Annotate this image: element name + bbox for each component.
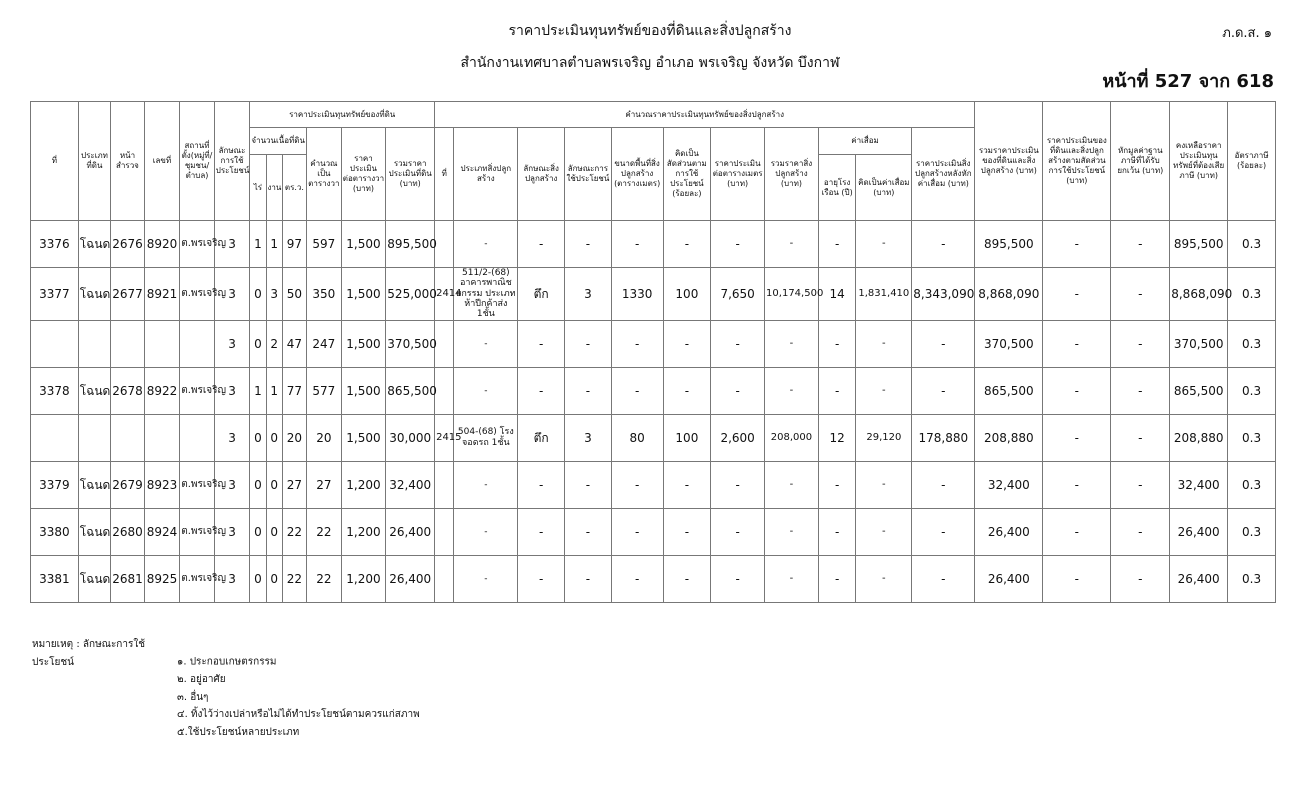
- col-building-char: ลักษณะสิ่งปลูกสร้าง: [518, 128, 565, 221]
- cell-rai: 1: [250, 221, 266, 268]
- cell-use: 3: [214, 367, 250, 414]
- cell-buse: -: [565, 461, 612, 508]
- cell-bpsqm: -: [711, 555, 765, 602]
- cell-no: 3379: [31, 461, 79, 508]
- cell-use: 3: [214, 268, 250, 321]
- cell-ngan: 1: [266, 221, 282, 268]
- col-deduct: หักมูลค่าฐานภาษีที่ได้รับยกเว้น (บาท): [1111, 102, 1170, 221]
- cell-bpsqm: 7,650: [711, 268, 765, 321]
- cell-bage: -: [818, 320, 856, 367]
- cell-ppw: 1,500: [341, 221, 386, 268]
- cell-sum: 208,880: [975, 414, 1043, 461]
- cell-bnet: -: [912, 555, 975, 602]
- table-row: [31, 461, 1276, 508]
- cell-bchar: -: [518, 320, 565, 367]
- cell-deduct: -: [1111, 508, 1170, 555]
- cell-use: 3: [214, 414, 250, 461]
- cell-bpsqm: 2,600: [711, 414, 765, 461]
- cell-loc: ต.พรเจริญ: [180, 367, 215, 414]
- cell-loc: ต.พรเจริญ: [180, 268, 215, 321]
- cell-loc: [180, 414, 215, 461]
- cell-sqwa: 597: [307, 221, 342, 268]
- cell-land: 26,400: [386, 508, 435, 555]
- cell-sum: 32,400: [975, 461, 1043, 508]
- cell-bpct: -: [663, 508, 711, 555]
- cell-use: 3: [214, 221, 250, 268]
- col-page-survey: หน้าสำรวจ: [111, 102, 145, 221]
- cell-loc: ต.พรเจริญ: [180, 461, 215, 508]
- cell-buse: -: [565, 221, 612, 268]
- cell-rate: 0.3: [1228, 268, 1276, 321]
- cell-bpct: -: [663, 367, 711, 414]
- cell-rai: 1: [250, 367, 266, 414]
- col-building-dep: คิดเป็นค่าเสื่อม (บาท): [856, 155, 912, 221]
- cell-bno: [435, 555, 454, 602]
- col-calc-sqwa: คำนวณเป็นตารางวา: [307, 128, 342, 221]
- cell-ppw: 1,500: [341, 320, 386, 367]
- cell-doc: โฉนด: [78, 221, 110, 268]
- col-building-usage: ลักษณะการใช้ประโยชน์: [565, 128, 612, 221]
- cell-bnet: -: [912, 221, 975, 268]
- cell-doc: โฉนด: [78, 367, 110, 414]
- cell-btot: -: [765, 367, 819, 414]
- cell-page: [111, 414, 145, 461]
- cell-bage: -: [818, 461, 856, 508]
- cell-rai: 0: [250, 555, 266, 602]
- cell-bsize: -: [611, 221, 663, 268]
- cell-remain: 865,500: [1170, 367, 1228, 414]
- cell-ngan: 0: [266, 508, 282, 555]
- cell-bdep: -: [856, 508, 912, 555]
- cell-share: -: [1043, 320, 1111, 367]
- col-usage: ลักษณะการใช้ประโยชน์: [214, 102, 250, 221]
- cell-land: 370,500: [386, 320, 435, 367]
- col-building-type: ประเภทสิ่งปลูกสร้าง: [454, 128, 518, 221]
- form-code: ภ.ด.ส. ๑: [1222, 26, 1272, 41]
- cell-deduct: -: [1111, 555, 1170, 602]
- cell-bchar: ตึก: [518, 414, 565, 461]
- cell-wa: 22: [282, 508, 306, 555]
- cell-ngan: 1: [266, 367, 282, 414]
- cell-btype: 511/2-(68) อาคารพาณิชยกรรม ประเภทห้าปีกค้าส่ง 1ชั้น: [454, 268, 518, 321]
- cell-bchar: -: [518, 555, 565, 602]
- cell-btype: -: [454, 508, 518, 555]
- cell-sum: 26,400: [975, 508, 1043, 555]
- cell-share: -: [1043, 414, 1111, 461]
- cell-bdep: 1,831,410: [856, 268, 912, 321]
- note-item: ๕.ใช้ประโยชน์หลายประเภท: [177, 726, 300, 738]
- cell-bage: -: [818, 508, 856, 555]
- cell-btot: -: [765, 221, 819, 268]
- cell-deed: 8920: [144, 221, 180, 268]
- office-name: สำนักงานเทศบาลตำบลพรเจริญ อำเภอ พรเจริญ จังหวัด บึงกาฬ: [460, 55, 840, 71]
- cell-deed: 8923: [144, 461, 180, 508]
- cell-land: 525,000: [386, 268, 435, 321]
- cell-bno: [435, 320, 454, 367]
- cell-no: 3376: [31, 221, 79, 268]
- page-number: หน้าที่ 527 จาก 618: [1102, 71, 1274, 92]
- cell-ngan: 0: [266, 555, 282, 602]
- cell-buse: -: [565, 320, 612, 367]
- cell-page: 2676: [111, 221, 145, 268]
- cell-loc: ต.พรเจริญ: [180, 555, 215, 602]
- cell-no: 3380: [31, 508, 79, 555]
- cell-wa: 47: [282, 320, 306, 367]
- cell-rate: 0.3: [1228, 461, 1276, 508]
- cell-rai: 0: [250, 320, 266, 367]
- cell-btype: -: [454, 221, 518, 268]
- col-building-size: ขนาดพื้นที่สิ่งปลูกสร้าง (ตารางเมตร): [611, 128, 663, 221]
- cell-bchar: -: [518, 461, 565, 508]
- cell-bnet: 178,880: [912, 414, 975, 461]
- cell-land: 30,000: [386, 414, 435, 461]
- cell-bsize: -: [611, 555, 663, 602]
- cell-bchar: ตึก: [518, 268, 565, 321]
- notes: [32, 636, 420, 741]
- cell-page: 2681: [111, 555, 145, 602]
- cell-rai: 0: [250, 414, 266, 461]
- col-deed-no: เลขที่: [144, 102, 180, 221]
- cell-bpsqm: -: [711, 461, 765, 508]
- cell-wa: 50: [282, 268, 306, 321]
- cell-buse: 3: [565, 268, 612, 321]
- cell-buse: 3: [565, 414, 612, 461]
- cell-bno: [435, 461, 454, 508]
- cell-no: [31, 320, 79, 367]
- cell-deed: [144, 320, 180, 367]
- cell-wa: 77: [282, 367, 306, 414]
- cell-bage: -: [818, 221, 856, 268]
- cell-bnet: -: [912, 320, 975, 367]
- cell-remain: 370,500: [1170, 320, 1228, 367]
- cell-land: 32,400: [386, 461, 435, 508]
- cell-btot: -: [765, 508, 819, 555]
- cell-deduct: -: [1111, 414, 1170, 461]
- cell-page: 2678: [111, 367, 145, 414]
- cell-deduct: -: [1111, 320, 1170, 367]
- col-ngan: งาน: [266, 155, 282, 221]
- cell-rai: 0: [250, 461, 266, 508]
- cell-doc: โฉนด: [78, 555, 110, 602]
- cell-ngan: 2: [266, 320, 282, 367]
- cell-rate: 0.3: [1228, 367, 1276, 414]
- cell-remain: 895,500: [1170, 221, 1228, 268]
- cell-btype: -: [454, 461, 518, 508]
- note-item: ๓. อื่นๆ: [177, 691, 209, 703]
- cell-buse: -: [565, 555, 612, 602]
- cell-loc: ต.พรเจริญ: [180, 221, 215, 268]
- cell-btot: 10,174,500: [765, 268, 819, 321]
- cell-bsize: -: [611, 461, 663, 508]
- cell-sum: 26,400: [975, 555, 1043, 602]
- cell-deduct: -: [1111, 268, 1170, 321]
- col-building-pct: คิดเป็นสัดส่วนตามการใช้ประโยชน์ (ร้อยละ): [663, 128, 711, 221]
- cell-rai: 0: [250, 268, 266, 321]
- cell-no: [31, 414, 79, 461]
- cell-deed: 8922: [144, 367, 180, 414]
- cell-sum: 8,868,090: [975, 268, 1043, 321]
- cell-bnet: 8,343,090: [912, 268, 975, 321]
- cell-bdep: -: [856, 555, 912, 602]
- cell-ppw: 1,500: [341, 268, 386, 321]
- cell-bage: -: [818, 367, 856, 414]
- cell-bchar: -: [518, 221, 565, 268]
- cell-ppw: 1,200: [341, 508, 386, 555]
- note-item: ๔. ทิ้งไว้ว่างเปล่าหรือไม่ได้ทำประโยชน์ตามควรแก่สภาพ: [177, 709, 420, 720]
- col-land-total: รวมราคาประเมินที่ดิน (บาท): [386, 128, 435, 221]
- cell-wa: 20: [282, 414, 306, 461]
- cell-btype: -: [454, 555, 518, 602]
- cell-bnet: -: [912, 461, 975, 508]
- notes-label: หมายเหตุ : ลักษณะการใช้ประโยชน์: [32, 639, 146, 668]
- cell-deed: [144, 414, 180, 461]
- cell-bsize: -: [611, 367, 663, 414]
- cell-doc: [78, 414, 110, 461]
- cell-rate: 0.3: [1228, 508, 1276, 555]
- cell-share: -: [1043, 508, 1111, 555]
- cell-bno: [435, 221, 454, 268]
- cell-sum: 370,500: [975, 320, 1043, 367]
- cell-share: -: [1043, 268, 1111, 321]
- cell-deduct: -: [1111, 461, 1170, 508]
- col-rai: ไร่: [250, 155, 266, 221]
- table-row: [31, 268, 1276, 321]
- cell-sqwa: 22: [307, 508, 342, 555]
- cell-use: 3: [214, 508, 250, 555]
- cell-bage: 14: [818, 268, 856, 321]
- cell-bno: [435, 367, 454, 414]
- cell-rate: 0.3: [1228, 555, 1276, 602]
- cell-bpct: -: [663, 461, 711, 508]
- col-location: สถานที่ตั้ง(หมู่ที่/ชุมชน/ตำบล): [180, 102, 215, 221]
- cell-land: 865,500: [386, 367, 435, 414]
- cell-land: 26,400: [386, 555, 435, 602]
- cell-bnet: -: [912, 508, 975, 555]
- cell-ppw: 1,500: [341, 414, 386, 461]
- cell-btot: -: [765, 461, 819, 508]
- table-body: [31, 221, 1276, 603]
- cell-use: 3: [214, 555, 250, 602]
- cell-ppw: 1,200: [341, 555, 386, 602]
- col-building-no: ที่: [435, 128, 454, 221]
- assessment-table: [30, 101, 1276, 603]
- cell-remain: 26,400: [1170, 508, 1228, 555]
- cell-deed: 8924: [144, 508, 180, 555]
- cell-bdep: -: [856, 461, 912, 508]
- cell-deed: 8925: [144, 555, 180, 602]
- cell-doc: โฉนด: [78, 268, 110, 321]
- note-item: ๑. ประกอบเกษตรกรรม: [177, 656, 277, 668]
- cell-deed: 8921: [144, 268, 180, 321]
- cell-buse: -: [565, 367, 612, 414]
- col-building-net: ราคาประเมินสิ่งปลูกสร้างหลังหักค่าเสื่อม (บาท): [912, 128, 975, 221]
- cell-btot: -: [765, 320, 819, 367]
- cell-bnet: -: [912, 367, 975, 414]
- cell-sqwa: 20: [307, 414, 342, 461]
- table-row: [31, 414, 1276, 461]
- cell-btype: -: [454, 320, 518, 367]
- cell-bno: [435, 508, 454, 555]
- cell-sqwa: 577: [307, 367, 342, 414]
- cell-doc: โฉนด: [78, 508, 110, 555]
- cell-remain: 26,400: [1170, 555, 1228, 602]
- cell-btype: -: [454, 367, 518, 414]
- cell-share: -: [1043, 367, 1111, 414]
- table-row: [31, 221, 1276, 268]
- cell-bno: 2414: [435, 268, 454, 321]
- col-building-price-sqm: ราคาประเมินต่อตารางเมตร (บาท): [711, 128, 765, 221]
- cell-bdep: -: [856, 367, 912, 414]
- cell-bdep: 29,120: [856, 414, 912, 461]
- cell-bage: -: [818, 555, 856, 602]
- cell-ppw: 1,200: [341, 461, 386, 508]
- cell-bpct: -: [663, 320, 711, 367]
- cell-page: [111, 320, 145, 367]
- cell-no: 3378: [31, 367, 79, 414]
- cell-loc: ต.พรเจริญ: [180, 508, 215, 555]
- cell-bchar: -: [518, 367, 565, 414]
- cell-bage: 12: [818, 414, 856, 461]
- col-no: ที่: [31, 102, 79, 221]
- cell-sqwa: 350: [307, 268, 342, 321]
- cell-land: 895,500: [386, 221, 435, 268]
- cell-wa: 22: [282, 555, 306, 602]
- col-wa: ตร.ว.: [282, 155, 306, 221]
- cell-bsize: -: [611, 508, 663, 555]
- group-building: คำนวณราคาประเมินทุนทรัพย์ของสิ่งปลูกสร้าง: [435, 102, 975, 128]
- col-sum-total: รวมราคาประเมินของที่ดินและสิ่งปลูกสร้าง (บาท): [975, 102, 1043, 221]
- cell-bpsqm: -: [711, 508, 765, 555]
- cell-share: -: [1043, 221, 1111, 268]
- cell-page: 2677: [111, 268, 145, 321]
- cell-rai: 0: [250, 508, 266, 555]
- table-row: [31, 320, 1276, 367]
- table-row: [31, 367, 1276, 414]
- note-item: ๒. อยู่อาศัย: [177, 674, 226, 685]
- cell-rate: 0.3: [1228, 320, 1276, 367]
- col-building-total: รวมราคาสิ่งปลูกสร้าง (บาท): [765, 128, 819, 221]
- document-title: ราคาประเมินทุนทรัพย์ของที่ดินและสิ่งปลูกสร้าง: [508, 23, 792, 39]
- cell-sum: 895,500: [975, 221, 1043, 268]
- cell-doc: [78, 320, 110, 367]
- cell-use: 3: [214, 320, 250, 367]
- group-land: ราคาประเมินทุนทรัพย์ของที่ดิน: [250, 102, 435, 128]
- cell-ngan: 0: [266, 461, 282, 508]
- col-doc-type: ประเภทที่ดิน: [78, 102, 110, 221]
- cell-share: -: [1043, 461, 1111, 508]
- cell-use: 3: [214, 461, 250, 508]
- cell-doc: โฉนด: [78, 461, 110, 508]
- cell-buse: -: [565, 508, 612, 555]
- cell-sqwa: 247: [307, 320, 342, 367]
- cell-btot: -: [765, 555, 819, 602]
- col-remain: คงเหลือราคาประเมินทุนทรัพย์ที่ต้องเสียภาษี (บาท): [1170, 102, 1228, 221]
- cell-bdep: -: [856, 320, 912, 367]
- cell-page: 2679: [111, 461, 145, 508]
- cell-deduct: -: [1111, 367, 1170, 414]
- cell-bdep: -: [856, 221, 912, 268]
- table-row: [31, 555, 1276, 602]
- cell-remain: 8,868,090: [1170, 268, 1228, 321]
- cell-no: 3377: [31, 268, 79, 321]
- col-share: ราคาประเมินของที่ดินและสิ่งปลูกสร้างตามสัดส่วนการใช้ประโยชน์ (บาท): [1043, 102, 1111, 221]
- cell-bpct: 100: [663, 414, 711, 461]
- cell-page: 2680: [111, 508, 145, 555]
- cell-loc: [180, 320, 215, 367]
- group-depreciation: ค่าเสื่อม: [818, 128, 911, 155]
- cell-wa: 97: [282, 221, 306, 268]
- cell-sqwa: 22: [307, 555, 342, 602]
- col-building-age: อายุโรงเรือน (ปี): [818, 155, 856, 221]
- cell-bpct: 100: [663, 268, 711, 321]
- cell-ppw: 1,500: [341, 367, 386, 414]
- cell-bno: 2415: [435, 414, 454, 461]
- cell-remain: 32,400: [1170, 461, 1228, 508]
- cell-no: 3381: [31, 555, 79, 602]
- cell-bsize: -: [611, 320, 663, 367]
- group-area: จำนวนเนื้อที่ดิน: [250, 128, 307, 155]
- cell-btype: 504-(68) โรงจอดรถ 1ชั้น: [454, 414, 518, 461]
- cell-bpct: -: [663, 221, 711, 268]
- cell-bsize: 80: [611, 414, 663, 461]
- cell-ngan: 3: [266, 268, 282, 321]
- col-rate: อัตราภาษี (ร้อยละ): [1228, 102, 1276, 221]
- cell-remain: 208,880: [1170, 414, 1228, 461]
- table-row: [31, 508, 1276, 555]
- col-price-per-wa: ราคาประเมินต่อตารางวา (บาท): [341, 128, 386, 221]
- cell-bpsqm: -: [711, 320, 765, 367]
- cell-deduct: -: [1111, 221, 1170, 268]
- cell-ngan: 0: [266, 414, 282, 461]
- cell-bpsqm: -: [711, 221, 765, 268]
- cell-share: -: [1043, 555, 1111, 602]
- cell-wa: 27: [282, 461, 306, 508]
- cell-bchar: -: [518, 508, 565, 555]
- cell-rate: 0.3: [1228, 414, 1276, 461]
- cell-bpsqm: -: [711, 367, 765, 414]
- cell-rate: 0.3: [1228, 221, 1276, 268]
- cell-sum: 865,500: [975, 367, 1043, 414]
- cell-bpct: -: [663, 555, 711, 602]
- cell-btot: 208,000: [765, 414, 819, 461]
- cell-bsize: 1330: [611, 268, 663, 321]
- cell-sqwa: 27: [307, 461, 342, 508]
